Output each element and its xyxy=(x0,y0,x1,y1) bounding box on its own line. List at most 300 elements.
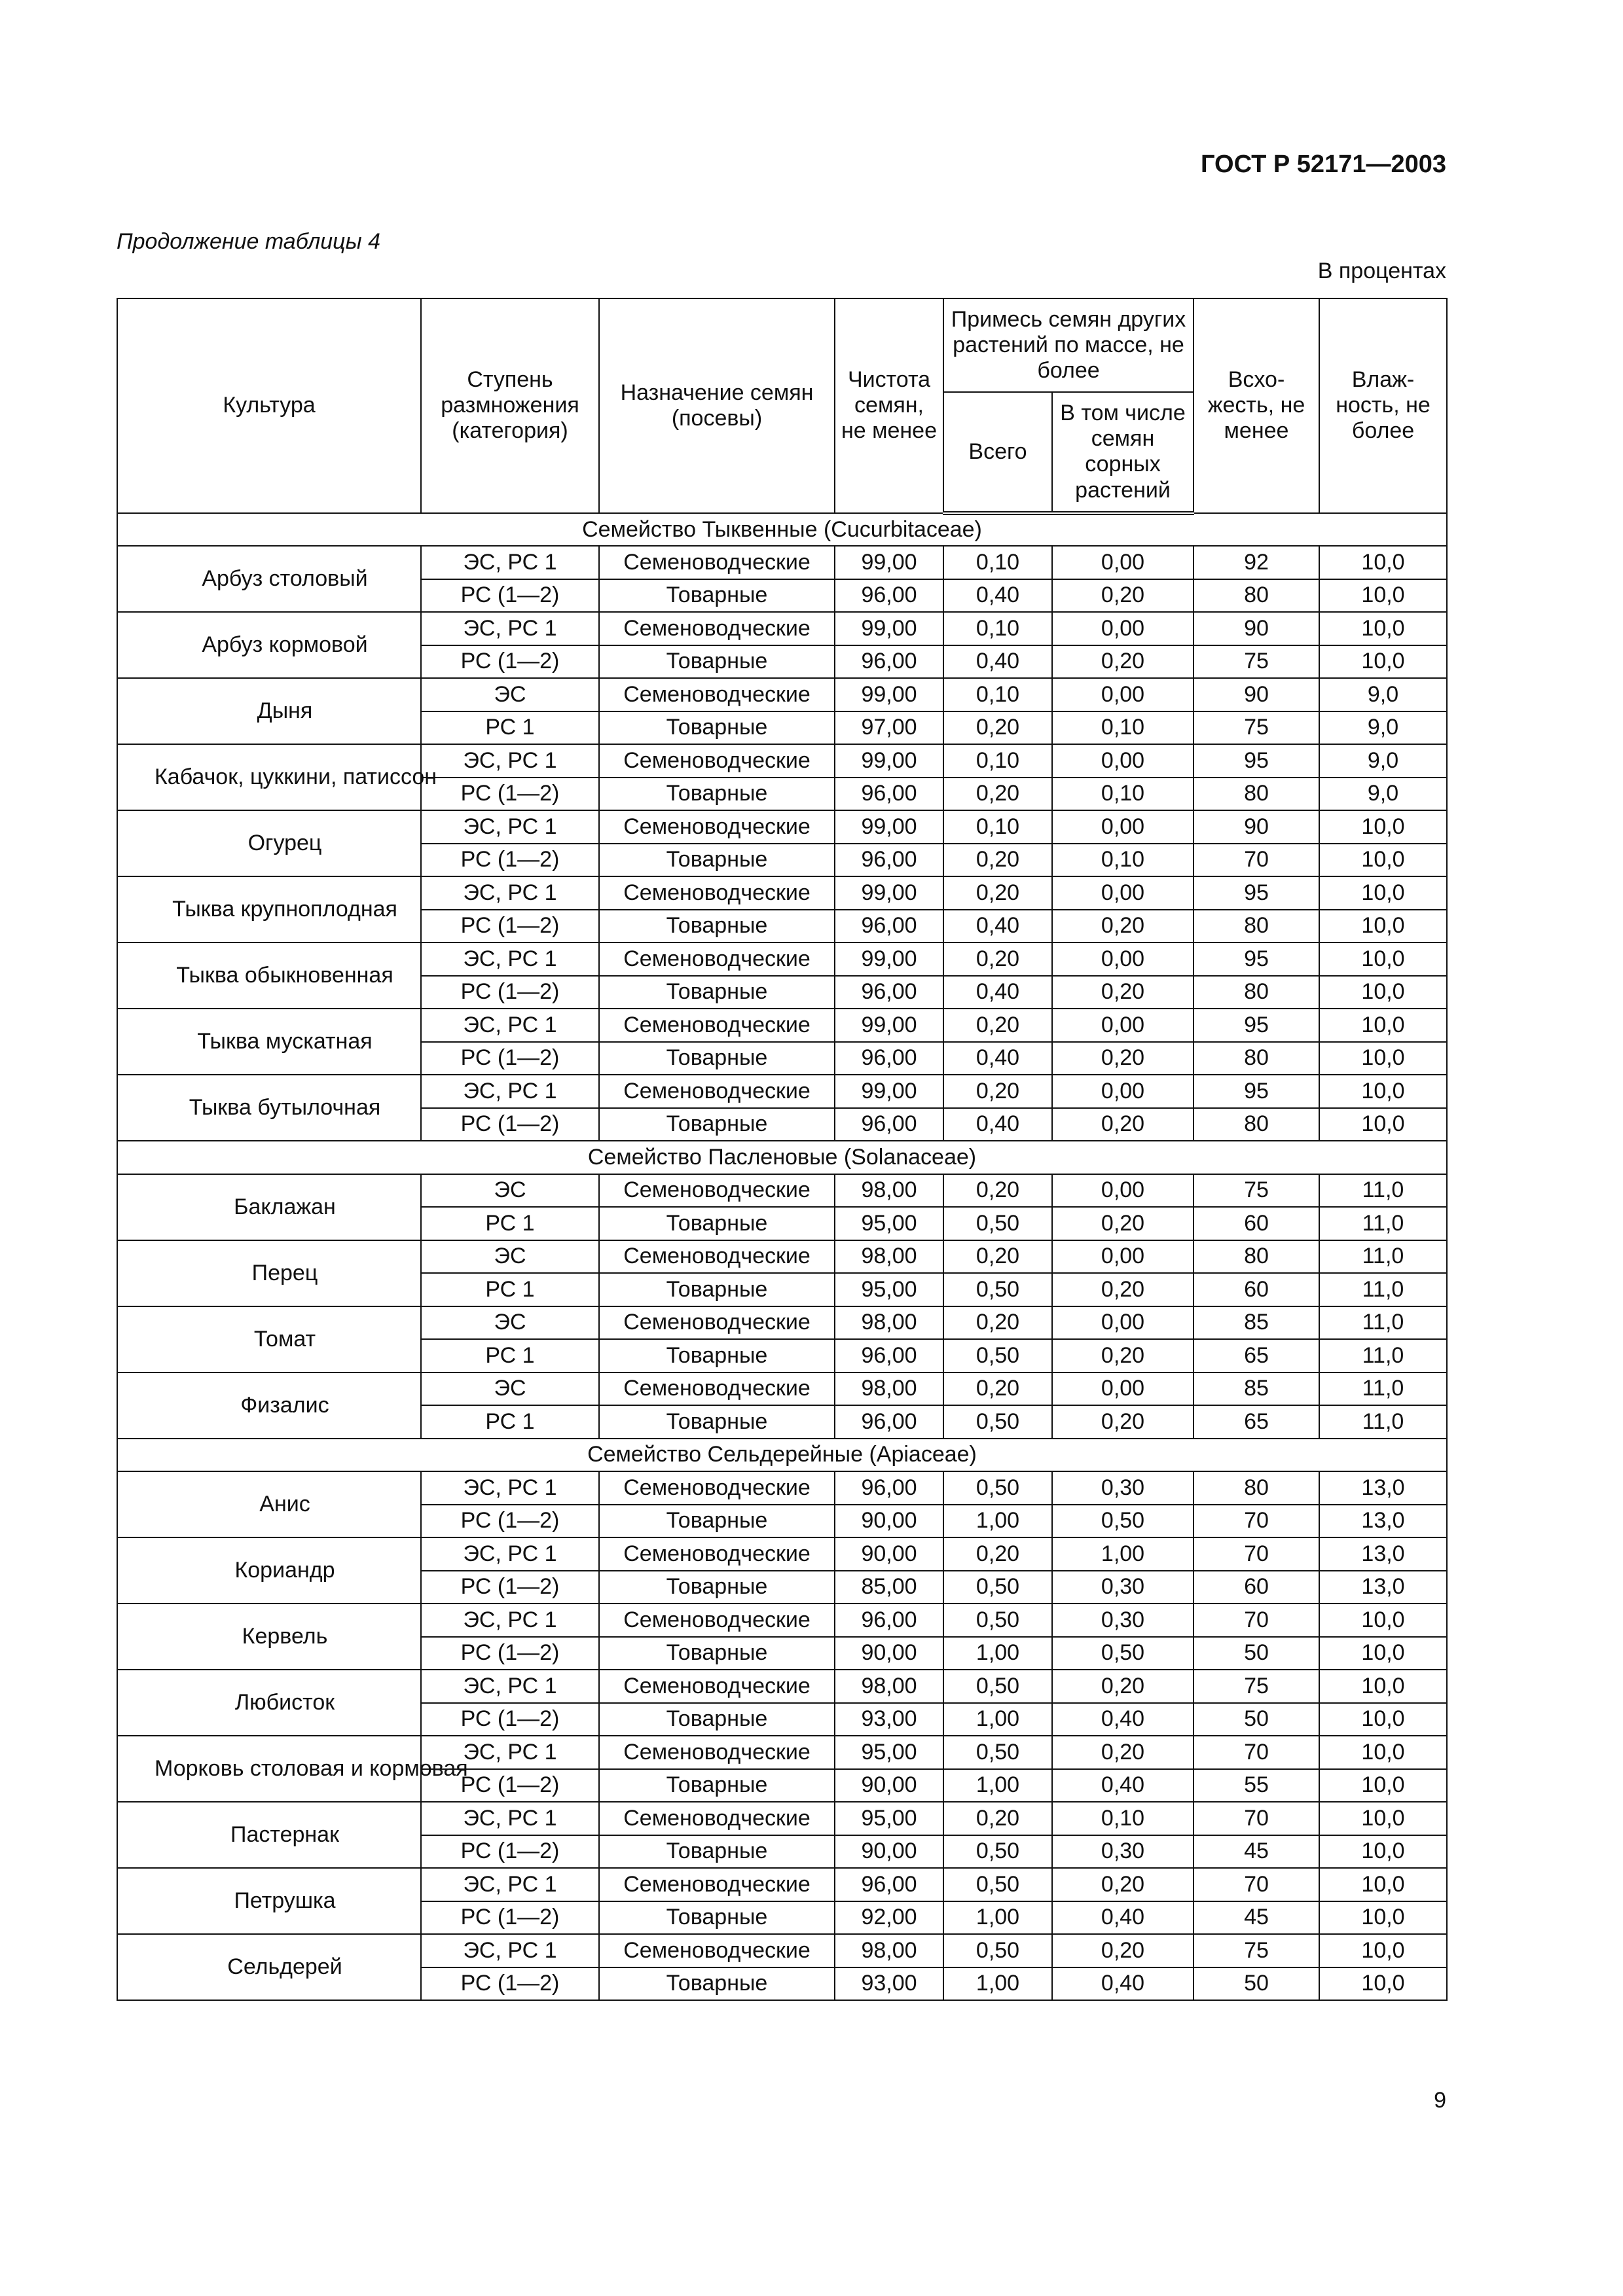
germination-cell: 70 xyxy=(1194,844,1319,877)
stage-cell: РС (1—2) xyxy=(421,579,599,613)
purpose-cell: Товарные xyxy=(599,1703,835,1736)
germination-cell: 70 xyxy=(1194,1537,1319,1571)
table-row xyxy=(117,1802,1447,1835)
table-row xyxy=(117,876,1447,910)
admixture-weeds-cell: 0,20 xyxy=(1052,1934,1194,1967)
purpose-cell: Товарные xyxy=(599,1108,835,1141)
col-header-purpose: Назначение семян (посевы) xyxy=(599,298,835,513)
admixture-total-cell: 0,20 xyxy=(943,876,1052,910)
admixture-weeds-cell: 0,10 xyxy=(1052,711,1194,745)
purpose-cell: Товарные xyxy=(599,1901,835,1935)
admixture-total-cell: 0,40 xyxy=(943,579,1052,613)
admixture-weeds-cell: 0,00 xyxy=(1052,678,1194,711)
admixture-weeds-cell: 0,00 xyxy=(1052,810,1194,844)
purity-cell: 95,00 xyxy=(835,1736,943,1769)
germination-cell: 80 xyxy=(1194,976,1319,1009)
germination-cell: 75 xyxy=(1194,1934,1319,1967)
admixture-total-cell: 0,40 xyxy=(943,976,1052,1009)
family-row xyxy=(117,1141,1447,1174)
table-body xyxy=(117,513,1447,2001)
admixture-total-cell: 0,40 xyxy=(943,1108,1052,1141)
admixture-total-cell: 0,10 xyxy=(943,744,1052,778)
moisture-cell: 11,0 xyxy=(1319,1339,1447,1372)
admixture-total-cell: 0,20 xyxy=(943,1802,1052,1835)
purity-cell: 99,00 xyxy=(835,678,943,711)
stage-cell: ЭС, РС 1 xyxy=(421,546,599,579)
stage-cell: РС 1 xyxy=(421,711,599,745)
admixture-total-cell: 0,40 xyxy=(943,910,1052,943)
purity-cell: 99,00 xyxy=(835,942,943,976)
moisture-cell: 10,0 xyxy=(1319,1901,1447,1935)
purity-cell: 95,00 xyxy=(835,1273,943,1306)
purpose-cell: Товарные xyxy=(599,1571,835,1604)
crop-name: Арбуз столовый xyxy=(117,546,421,612)
germination-cell: 95 xyxy=(1194,1075,1319,1108)
admixture-total-cell: 0,10 xyxy=(943,612,1052,645)
purpose-cell: Товарные xyxy=(599,711,835,745)
crop-name: Огурец xyxy=(117,810,421,876)
table-row xyxy=(117,1934,1447,1967)
admixture-weeds-cell: 0,00 xyxy=(1052,546,1194,579)
moisture-cell: 10,0 xyxy=(1319,1075,1447,1108)
admixture-weeds-cell: 0,00 xyxy=(1052,1009,1194,1042)
family-row xyxy=(117,513,1447,547)
admixture-weeds-cell: 0,10 xyxy=(1052,1802,1194,1835)
moisture-cell: 10,0 xyxy=(1319,1042,1447,1075)
purpose-cell: Семеноводческие xyxy=(599,1075,835,1108)
germination-cell: 60 xyxy=(1194,1273,1319,1306)
admixture-total-cell: 0,50 xyxy=(943,1670,1052,1703)
purity-cell: 99,00 xyxy=(835,1075,943,1108)
purity-cell: 93,00 xyxy=(835,1967,943,2001)
stage-cell: РС (1—2) xyxy=(421,1108,599,1141)
admixture-total-cell: 1,00 xyxy=(943,1901,1052,1935)
table-row xyxy=(117,1306,1447,1340)
purpose-cell: Семеноводческие xyxy=(599,1934,835,1967)
germination-cell: 60 xyxy=(1194,1207,1319,1240)
crop-name: Тыква бутылочная xyxy=(117,1075,421,1141)
stage-cell: РС (1—2) xyxy=(421,910,599,943)
purpose-cell: Семеноводческие xyxy=(599,678,835,711)
purpose-cell: Товарные xyxy=(599,645,835,679)
admixture-weeds-cell: 0,00 xyxy=(1052,876,1194,910)
stage-cell: ЭС, РС 1 xyxy=(421,612,599,645)
stage-cell: РС (1—2) xyxy=(421,1967,599,2001)
germination-cell: 75 xyxy=(1194,711,1319,745)
purity-cell: 96,00 xyxy=(835,1604,943,1637)
table-row xyxy=(117,612,1447,645)
stage-cell: ЭС xyxy=(421,1372,599,1406)
moisture-cell: 13,0 xyxy=(1319,1571,1447,1604)
table-row xyxy=(117,546,1447,579)
table-row xyxy=(117,1670,1447,1703)
stage-cell: РС (1—2) xyxy=(421,1835,599,1869)
purpose-cell: Товарные xyxy=(599,1835,835,1869)
admixture-total-cell: 0,50 xyxy=(943,1868,1052,1901)
purpose-cell: Товарные xyxy=(599,1042,835,1075)
germination-cell: 50 xyxy=(1194,1967,1319,2001)
admixture-weeds-cell: 0,20 xyxy=(1052,1736,1194,1769)
purpose-cell: Товарные xyxy=(599,1967,835,2001)
germination-cell: 80 xyxy=(1194,778,1319,811)
moisture-cell: 10,0 xyxy=(1319,1703,1447,1736)
germination-cell: 90 xyxy=(1194,612,1319,645)
admixture-weeds-cell: 0,40 xyxy=(1052,1769,1194,1803)
moisture-cell: 10,0 xyxy=(1319,1736,1447,1769)
crop-name: Кервель xyxy=(117,1604,421,1670)
germination-cell: 45 xyxy=(1194,1901,1319,1935)
purity-cell: 96,00 xyxy=(835,579,943,613)
germination-cell: 95 xyxy=(1194,1009,1319,1042)
table-row xyxy=(117,1174,1447,1208)
purity-cell: 90,00 xyxy=(835,1505,943,1538)
admixture-weeds-cell: 0,50 xyxy=(1052,1637,1194,1670)
purity-cell: 99,00 xyxy=(835,810,943,844)
moisture-cell: 10,0 xyxy=(1319,645,1447,679)
moisture-cell: 13,0 xyxy=(1319,1537,1447,1571)
stage-cell: РС (1—2) xyxy=(421,1901,599,1935)
stage-cell: РС (1—2) xyxy=(421,1769,599,1803)
seed-quality-table xyxy=(117,298,1448,2001)
admixture-weeds-cell: 0,00 xyxy=(1052,744,1194,778)
admixture-weeds-cell: 0,00 xyxy=(1052,1240,1194,1274)
admixture-weeds-cell: 0,20 xyxy=(1052,910,1194,943)
admixture-total-cell: 0,20 xyxy=(943,1372,1052,1406)
admixture-weeds-cell: 0,50 xyxy=(1052,1505,1194,1538)
stage-cell: ЭС, РС 1 xyxy=(421,1075,599,1108)
germination-cell: 80 xyxy=(1194,1108,1319,1141)
purpose-cell: Семеноводческие xyxy=(599,1868,835,1901)
purity-cell: 96,00 xyxy=(835,1868,943,1901)
purity-cell: 96,00 xyxy=(835,1042,943,1075)
crop-name: Дыня xyxy=(117,678,421,744)
admixture-weeds-cell: 0,10 xyxy=(1052,844,1194,877)
purity-cell: 98,00 xyxy=(835,1240,943,1274)
crop-name: Тыква мускатная xyxy=(117,1009,421,1075)
moisture-cell: 10,0 xyxy=(1319,844,1447,877)
admixture-weeds-cell: 0,20 xyxy=(1052,1670,1194,1703)
purpose-cell: Товарные xyxy=(599,844,835,877)
moisture-cell: 10,0 xyxy=(1319,1670,1447,1703)
crop-name: Кориандр xyxy=(117,1537,421,1604)
admixture-weeds-cell: 0,20 xyxy=(1052,579,1194,613)
moisture-cell: 10,0 xyxy=(1319,1637,1447,1670)
admixture-total-cell: 1,00 xyxy=(943,1505,1052,1538)
col-header-admixture-weeds: В том числе семян сорных растений xyxy=(1052,392,1194,512)
admixture-total-cell: 0,20 xyxy=(943,1306,1052,1340)
admixture-total-cell: 1,00 xyxy=(943,1637,1052,1670)
crop-name: Физалис xyxy=(117,1372,421,1439)
stage-cell: ЭС, РС 1 xyxy=(421,1537,599,1571)
germination-cell: 80 xyxy=(1194,1471,1319,1505)
crop-name: Томат xyxy=(117,1306,421,1372)
crop-name: Тыква крупноплодная xyxy=(117,876,421,942)
admixture-total-cell: 0,50 xyxy=(943,1736,1052,1769)
admixture-total-cell: 0,50 xyxy=(943,1934,1052,1967)
moisture-cell: 9,0 xyxy=(1319,711,1447,745)
admixture-total-cell: 1,00 xyxy=(943,1769,1052,1803)
moisture-cell: 10,0 xyxy=(1319,579,1447,613)
purity-cell: 96,00 xyxy=(835,1339,943,1372)
purpose-cell: Семеноводческие xyxy=(599,1240,835,1274)
moisture-cell: 9,0 xyxy=(1319,778,1447,811)
table-row xyxy=(117,1604,1447,1637)
admixture-total-cell: 0,50 xyxy=(943,1273,1052,1306)
stage-cell: ЭС, РС 1 xyxy=(421,1736,599,1769)
purity-cell: 95,00 xyxy=(835,1207,943,1240)
admixture-weeds-cell: 0,40 xyxy=(1052,1901,1194,1935)
crop-name: Морковь столовая и кормовая xyxy=(117,1736,421,1802)
moisture-cell: 13,0 xyxy=(1319,1505,1447,1538)
table-row xyxy=(117,1471,1447,1505)
germination-cell: 70 xyxy=(1194,1802,1319,1835)
germination-cell: 92 xyxy=(1194,546,1319,579)
moisture-cell: 11,0 xyxy=(1319,1405,1447,1439)
table-row xyxy=(117,1736,1447,1769)
purity-cell: 96,00 xyxy=(835,844,943,877)
purpose-cell: Семеноводческие xyxy=(599,1604,835,1637)
admixture-weeds-cell: 0,00 xyxy=(1052,1306,1194,1340)
moisture-cell: 10,0 xyxy=(1319,1769,1447,1803)
germination-cell: 95 xyxy=(1194,876,1319,910)
col-header-purity: Чистота семян, не менее xyxy=(835,298,943,513)
admixture-total-cell: 0,50 xyxy=(943,1604,1052,1637)
stage-cell: ЭС, РС 1 xyxy=(421,1670,599,1703)
crop-name: Арбуз кормовой xyxy=(117,612,421,678)
purpose-cell: Семеноводческие xyxy=(599,1537,835,1571)
purity-cell: 90,00 xyxy=(835,1835,943,1869)
admixture-weeds-cell: 0,40 xyxy=(1052,1703,1194,1736)
stage-cell: ЭС xyxy=(421,678,599,711)
purpose-cell: Товарные xyxy=(599,1207,835,1240)
table-row xyxy=(117,1868,1447,1901)
purpose-cell: Семеноводческие xyxy=(599,1174,835,1208)
germination-cell: 65 xyxy=(1194,1405,1319,1439)
purity-cell: 85,00 xyxy=(835,1571,943,1604)
purpose-cell: Семеноводческие xyxy=(599,1736,835,1769)
admixture-total-cell: 0,10 xyxy=(943,810,1052,844)
purpose-cell: Товарные xyxy=(599,1339,835,1372)
admixture-total-cell: 0,20 xyxy=(943,1075,1052,1108)
col-header-admixture: Примесь семян других растений по массе, не более xyxy=(943,298,1194,392)
admixture-weeds-cell: 0,30 xyxy=(1052,1604,1194,1637)
admixture-weeds-cell: 0,20 xyxy=(1052,1042,1194,1075)
germination-cell: 75 xyxy=(1194,1670,1319,1703)
germination-cell: 85 xyxy=(1194,1306,1319,1340)
document-id: ГОСТ Р 52171—2003 xyxy=(1201,151,1446,178)
moisture-cell: 11,0 xyxy=(1319,1174,1447,1208)
purpose-cell: Товарные xyxy=(599,910,835,943)
table-row xyxy=(117,1009,1447,1042)
admixture-weeds-cell: 0,20 xyxy=(1052,1207,1194,1240)
purity-cell: 90,00 xyxy=(835,1637,943,1670)
purity-cell: 99,00 xyxy=(835,876,943,910)
col-header-crop: Культура xyxy=(117,298,421,513)
purpose-cell: Семеноводческие xyxy=(599,612,835,645)
purpose-cell: Товарные xyxy=(599,1273,835,1306)
moisture-cell: 9,0 xyxy=(1319,678,1447,711)
purity-cell: 96,00 xyxy=(835,976,943,1009)
germination-cell: 50 xyxy=(1194,1637,1319,1670)
admixture-weeds-cell: 0,00 xyxy=(1052,1372,1194,1406)
header-row-1 xyxy=(117,298,1447,392)
germination-cell: 75 xyxy=(1194,645,1319,679)
stage-cell: РС 1 xyxy=(421,1405,599,1439)
purpose-cell: Семеноводческие xyxy=(599,876,835,910)
germination-cell: 45 xyxy=(1194,1835,1319,1869)
stage-cell: РС (1—2) xyxy=(421,778,599,811)
admixture-total-cell: 0,20 xyxy=(943,778,1052,811)
germination-cell: 95 xyxy=(1194,744,1319,778)
germination-cell: 85 xyxy=(1194,1372,1319,1406)
purpose-cell: Семеноводческие xyxy=(599,744,835,778)
moisture-cell: 13,0 xyxy=(1319,1471,1447,1505)
units-note: В процентах xyxy=(1317,259,1446,283)
moisture-cell: 10,0 xyxy=(1319,1108,1447,1141)
stage-cell: ЭС, РС 1 xyxy=(421,1471,599,1505)
moisture-cell: 10,0 xyxy=(1319,1835,1447,1869)
purpose-cell: Товарные xyxy=(599,579,835,613)
purity-cell: 96,00 xyxy=(835,645,943,679)
moisture-cell: 10,0 xyxy=(1319,546,1447,579)
table-continuation-caption: Продолжение таблицы 4 xyxy=(117,229,380,254)
germination-cell: 75 xyxy=(1194,1174,1319,1208)
germination-cell: 55 xyxy=(1194,1769,1319,1803)
admixture-total-cell: 0,10 xyxy=(943,546,1052,579)
stage-cell: ЭС, РС 1 xyxy=(421,1604,599,1637)
moisture-cell: 11,0 xyxy=(1319,1240,1447,1274)
purpose-cell: Семеноводческие xyxy=(599,1009,835,1042)
purity-cell: 99,00 xyxy=(835,612,943,645)
purpose-cell: Товарные xyxy=(599,1405,835,1439)
admixture-total-cell: 0,20 xyxy=(943,711,1052,745)
stage-cell: ЭС, РС 1 xyxy=(421,1868,599,1901)
purity-cell: 95,00 xyxy=(835,1802,943,1835)
admixture-weeds-cell: 0,40 xyxy=(1052,1967,1194,2001)
admixture-total-cell: 0,50 xyxy=(943,1835,1052,1869)
col-header-stage: Ступень размножения (категория) xyxy=(421,298,599,513)
germination-cell: 70 xyxy=(1194,1604,1319,1637)
germination-cell: 80 xyxy=(1194,1240,1319,1274)
table-row xyxy=(117,1240,1447,1274)
stage-cell: РС (1—2) xyxy=(421,1042,599,1075)
admixture-total-cell: 0,10 xyxy=(943,678,1052,711)
germination-cell: 70 xyxy=(1194,1505,1319,1538)
germination-cell: 95 xyxy=(1194,942,1319,976)
admixture-total-cell: 0,50 xyxy=(943,1207,1052,1240)
admixture-weeds-cell: 0,10 xyxy=(1052,778,1194,811)
purity-cell: 97,00 xyxy=(835,711,943,745)
admixture-weeds-cell: 0,30 xyxy=(1052,1835,1194,1869)
purity-cell: 90,00 xyxy=(835,1769,943,1803)
purpose-cell: Семеноводческие xyxy=(599,1372,835,1406)
stage-cell: РС (1—2) xyxy=(421,844,599,877)
purpose-cell: Товарные xyxy=(599,976,835,1009)
admixture-weeds-cell: 0,20 xyxy=(1052,1405,1194,1439)
admixture-total-cell: 0,40 xyxy=(943,645,1052,679)
table-row xyxy=(117,942,1447,976)
stage-cell: РС (1—2) xyxy=(421,645,599,679)
admixture-total-cell: 0,50 xyxy=(943,1471,1052,1505)
germination-cell: 65 xyxy=(1194,1339,1319,1372)
admixture-weeds-cell: 0,00 xyxy=(1052,1174,1194,1208)
moisture-cell: 10,0 xyxy=(1319,910,1447,943)
family-heading: Семейство Пасленовые (Solanaceae) xyxy=(117,1141,1447,1174)
purpose-cell: Семеноводческие xyxy=(599,1670,835,1703)
stage-cell: ЭС, РС 1 xyxy=(421,810,599,844)
crop-name: Пастернак xyxy=(117,1802,421,1868)
purity-cell: 99,00 xyxy=(835,744,943,778)
moisture-cell: 9,0 xyxy=(1319,744,1447,778)
moisture-cell: 10,0 xyxy=(1319,1967,1447,2001)
admixture-weeds-cell: 0,00 xyxy=(1052,1075,1194,1108)
moisture-cell: 11,0 xyxy=(1319,1306,1447,1340)
table-row xyxy=(117,1372,1447,1406)
admixture-weeds-cell: 0,30 xyxy=(1052,1571,1194,1604)
family-row xyxy=(117,1439,1447,1472)
purpose-cell: Семеноводческие xyxy=(599,942,835,976)
purity-cell: 98,00 xyxy=(835,1934,943,1967)
germination-cell: 60 xyxy=(1194,1571,1319,1604)
purpose-cell: Товарные xyxy=(599,1769,835,1803)
moisture-cell: 10,0 xyxy=(1319,976,1447,1009)
admixture-total-cell: 0,40 xyxy=(943,1042,1052,1075)
germination-cell: 70 xyxy=(1194,1868,1319,1901)
crop-name: Кабачок, цуккини, патиссон xyxy=(117,744,421,810)
purity-cell: 96,00 xyxy=(835,910,943,943)
germination-cell: 80 xyxy=(1194,1042,1319,1075)
purity-cell: 98,00 xyxy=(835,1670,943,1703)
purpose-cell: Товарные xyxy=(599,1637,835,1670)
crop-name: Анис xyxy=(117,1471,421,1537)
moisture-cell: 11,0 xyxy=(1319,1273,1447,1306)
moisture-cell: 11,0 xyxy=(1319,1207,1447,1240)
table-row xyxy=(117,678,1447,711)
crop-name: Тыква обыкновенная xyxy=(117,942,421,1009)
purity-cell: 96,00 xyxy=(835,1471,943,1505)
admixture-total-cell: 0,20 xyxy=(943,844,1052,877)
germination-cell: 80 xyxy=(1194,910,1319,943)
germination-cell: 90 xyxy=(1194,810,1319,844)
admixture-total-cell: 0,20 xyxy=(943,1537,1052,1571)
table-row xyxy=(117,1537,1447,1571)
admixture-weeds-cell: 0,20 xyxy=(1052,1108,1194,1141)
stage-cell: ЭС, РС 1 xyxy=(421,1802,599,1835)
purpose-cell: Товарные xyxy=(599,1505,835,1538)
purpose-cell: Семеноводческие xyxy=(599,1306,835,1340)
crop-name: Петрушка xyxy=(117,1868,421,1934)
stage-cell: РС (1—2) xyxy=(421,1703,599,1736)
admixture-total-cell: 0,50 xyxy=(943,1571,1052,1604)
col-header-admixture-total: Всего xyxy=(943,392,1052,512)
stage-cell: ЭС xyxy=(421,1306,599,1340)
purpose-cell: Семеноводческие xyxy=(599,810,835,844)
stage-cell: ЭС, РС 1 xyxy=(421,1934,599,1967)
crop-name: Перец xyxy=(117,1240,421,1306)
crop-name: Сельдерей xyxy=(117,1934,421,2000)
stage-cell: РС 1 xyxy=(421,1207,599,1240)
stage-cell: ЭС xyxy=(421,1174,599,1208)
table-row xyxy=(117,744,1447,778)
moisture-cell: 10,0 xyxy=(1319,942,1447,976)
purity-cell: 90,00 xyxy=(835,1537,943,1571)
purity-cell: 99,00 xyxy=(835,1009,943,1042)
purity-cell: 98,00 xyxy=(835,1306,943,1340)
admixture-total-cell: 0,20 xyxy=(943,1009,1052,1042)
purpose-cell: Товарные xyxy=(599,778,835,811)
moisture-cell: 10,0 xyxy=(1319,1802,1447,1835)
admixture-weeds-cell: 1,00 xyxy=(1052,1537,1194,1571)
